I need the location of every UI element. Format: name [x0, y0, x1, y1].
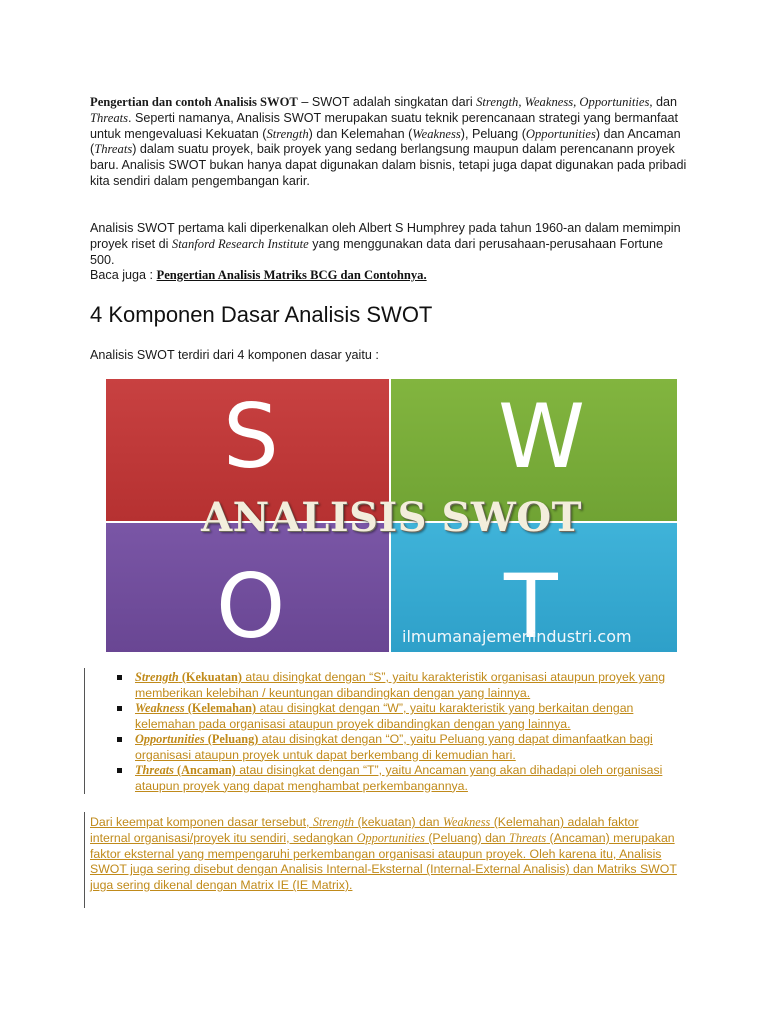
- list-item[interactable]: [117, 732, 687, 763]
- intro-text: ) dan Kelemahan (: [308, 126, 413, 141]
- swot-image: [106, 379, 677, 652]
- list-item-text: atau disingkat dengan “S”, yaitu karakteristik organisasi ataupun proyek yang memberikan kelebihan / keuntungan dibandingkan dengan yang lainnya.: [135, 670, 666, 700]
- intro-term-italic: Opportunities: [525, 126, 596, 141]
- closing-text: (Ancaman) merupakan faktor eksternal yang mempengaruhi perkembangan organisasi ataupun proyek. Oleh karena itu, Analisis SWOT juga sering disebut dengan Analisis Internal-Eksternal (Internal-External Analisis) dan Matriks SWOT juga sering dikenal dengan Matrix IE (IE Matrix).: [90, 830, 677, 893]
- intro-term-italic: Weakness: [412, 126, 461, 141]
- closing-term-italic: Threats: [509, 830, 547, 845]
- swot-image-title: ANALISIS SWOT: [201, 494, 582, 541]
- bullet-icon: [117, 675, 122, 680]
- list-item-label: (Peluang): [204, 732, 259, 746]
- list-item-term: Strength: [135, 670, 179, 684]
- intro-term: Pengertian dan contoh Analisis SWOT: [90, 95, 298, 109]
- bullet-icon: [117, 737, 122, 742]
- closing-paragraph[interactable]: [90, 815, 680, 894]
- history-paragraph: [90, 221, 690, 284]
- see-also-prefix: Baca juga :: [90, 268, 157, 283]
- list-item[interactable]: [117, 670, 687, 701]
- list-item-label: (Ancaman): [173, 763, 236, 777]
- history-text: Analisis SWOT pertama kali diperkenalkan oleh Albert S Humphrey pada tahun 1960-an dalam memimpin proyek riset di: [90, 221, 681, 251]
- intro-paragraph: [90, 95, 690, 190]
- closing-text: (Kelemahan) adalah faktor internal organisasi/proyek itu sendiri, sedangkan: [90, 815, 639, 845]
- list-item-term: Opportunities: [135, 732, 205, 746]
- institute-name: Stanford Research Institute: [171, 236, 309, 251]
- swot-image-watermark: ilmumanajemenindustri.com: [402, 627, 632, 646]
- closing-term-italic: Opportunities: [356, 830, 425, 845]
- quote-bar: [84, 668, 85, 794]
- intro-term-italic: Strength, Weakness, Opportunities,: [476, 95, 653, 109]
- bullet-icon: [117, 706, 122, 711]
- letter-o: O: [216, 555, 286, 652]
- intro-text: ) dan Ancaman (: [90, 126, 681, 157]
- intro-text: – SWOT adalah singkatan dari: [297, 95, 477, 109]
- intro-text: ) dalam suatu proyek, baik proyek yang sedang berlangsung maupun dalam perencanann proyek baru. Analisis SWOT bukan hanya dapat digunakan dalam bisnis, tetapi juga dapat digunakan pada pribadi kita sendiri dalam pengembangan karir.: [90, 142, 687, 188]
- intro-text: . Seperti namanya, Analisis SWOT merupakan suatu teknik perencanaan strategi yang bermanfaat untuk mengevaluasi Kekuatan (: [90, 110, 679, 141]
- bullet-icon: [117, 768, 122, 773]
- see-also-link[interactable]: Pengertian Analisis Matriks BCG dan Contohnya.: [156, 268, 427, 283]
- list-item-label: (Kelemahan): [184, 701, 257, 715]
- list-item[interactable]: [117, 701, 687, 732]
- letter-s: S: [223, 385, 279, 488]
- components-list: [117, 670, 687, 794]
- components-intro: Analisis SWOT terdiri dari 4 komponen dasar yaitu :: [90, 348, 379, 362]
- intro-text: dan: [652, 95, 678, 109]
- closing-text: Dari keempat komponen dasar tersebut,: [90, 815, 313, 829]
- quote-bar: [84, 812, 85, 908]
- list-item-text: atau disingkat dengan “T”, yaitu Ancaman yang akan dihadapi oleh organisasi ataupun proyek yang dapat menghambat perkembangannya.: [135, 763, 663, 793]
- letter-w: W: [498, 385, 586, 488]
- list-item-text: atau disingkat dengan “O”, yaitu Peluang yang dapat dimanfaatkan bagi organisasi ataupun proyek untuk dapat berkembang di kemudian hari.: [135, 732, 653, 762]
- intro-term-italic: Strength: [266, 126, 309, 141]
- letter-t: T: [504, 555, 558, 652]
- list-item-label: (Kekuatan): [178, 670, 242, 684]
- section-heading: 4 Komponen Dasar Analisis SWOT: [90, 302, 433, 327]
- closing-text: (Peluang) dan: [424, 830, 510, 845]
- intro-term-italic: Threats: [94, 142, 133, 157]
- list-item-text: atau disingkat dengan “W”, yaitu karakteristik yang berkaitan dengan kelemahan pada organisasi ataupun proyek dibandingkan dengan yang lainnya.: [135, 701, 634, 731]
- intro-term-italic: Threats: [90, 110, 129, 125]
- list-item-term: Threats: [135, 763, 174, 777]
- history-text: yang menggunakan data dari perusahaan-perusahaan Fortune 500.: [90, 236, 664, 267]
- closing-term-italic: Strength: [312, 815, 355, 829]
- closing-term-italic: Weakness: [442, 815, 491, 829]
- intro-text: ), Peluang (: [460, 126, 526, 141]
- list-item-term: Weakness: [135, 701, 185, 715]
- list-item[interactable]: [117, 763, 687, 794]
- closing-text: (kekuatan) dan: [354, 815, 443, 829]
